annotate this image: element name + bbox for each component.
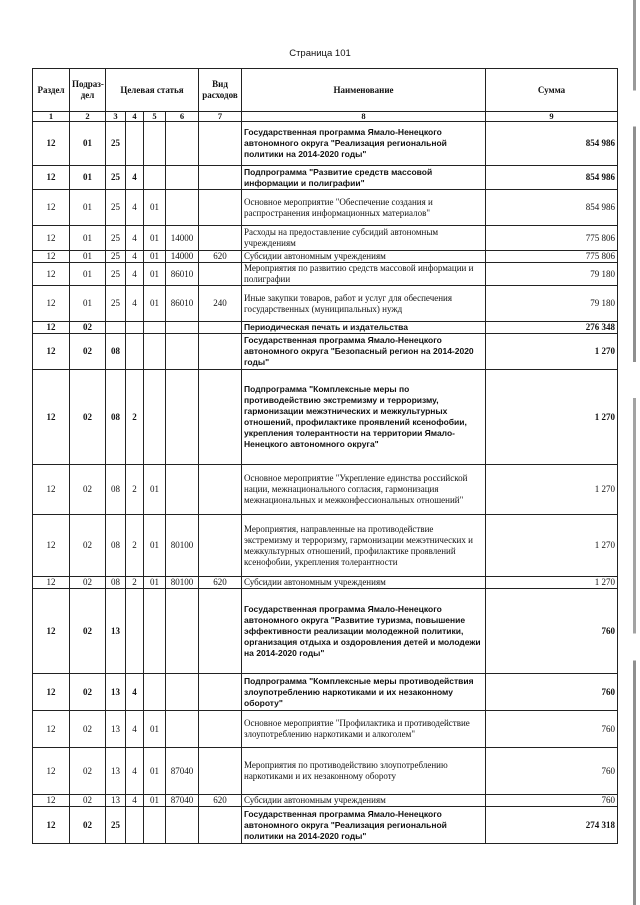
cell-name: Расходы на предоставление субсидий автономным учреждениям	[242, 226, 486, 251]
cell-podrazdel: 02	[70, 334, 106, 370]
cell-subprogram	[126, 122, 144, 166]
cell-event: 01	[144, 577, 166, 589]
cell-sum: 854 986	[486, 166, 618, 190]
cell-subprogram: 4	[126, 711, 144, 748]
cell-razdel: 12	[33, 674, 70, 711]
cell-vid	[199, 322, 242, 334]
cell-podrazdel: 01	[70, 263, 106, 286]
cell-name: Государственная программа Ямало-Ненецкого автономного округа "Реализация региональной политики на 2014-2020 годы"	[242, 122, 486, 166]
header-podrazdel: Подраз-дел	[70, 69, 106, 112]
cell-vid: 620	[199, 251, 242, 263]
cell-program: 08	[106, 334, 126, 370]
cell-event	[144, 807, 166, 844]
cell-name: Мероприятия, направленные на противодействие экстремизму и терроризму, гармонизации межэтнических и межкультурных отношений, профилактике проявлений ксенофобии, укрепления толерантности	[242, 515, 486, 577]
cell-name: Подпрограмма "Комплексные меры противодействия злоупотреблению наркотиками и их незаконному обороту"	[242, 674, 486, 711]
cell-direction	[166, 322, 199, 334]
cell-podrazdel: 02	[70, 795, 106, 807]
cell-vid: 240	[199, 286, 242, 322]
cell-program: 08	[106, 515, 126, 577]
table-row	[33, 122, 618, 166]
cell-vid	[199, 166, 242, 190]
cell-direction	[166, 711, 199, 748]
cell-program: 13	[106, 674, 126, 711]
cell-direction: 86010	[166, 263, 199, 286]
cell-event: 01	[144, 226, 166, 251]
cell-podrazdel: 02	[70, 748, 106, 795]
cell-sum: 1 270	[486, 465, 618, 515]
cell-name: Основное мероприятие "Обеспечение создания и распространения информационных материалов"	[242, 190, 486, 226]
cell-direction: 14000	[166, 226, 199, 251]
cell-name: Субсидии автономным учреждениям	[242, 251, 486, 263]
cell-name: Субсидии автономным учреждениям	[242, 795, 486, 807]
table-row	[33, 322, 618, 334]
cell-podrazdel: 02	[70, 370, 106, 465]
table-row	[33, 190, 618, 226]
col-number: 9	[486, 112, 618, 122]
cell-vid	[199, 589, 242, 674]
table-row	[33, 334, 618, 370]
table-row	[33, 263, 618, 286]
cell-event	[144, 370, 166, 465]
cell-razdel: 12	[33, 286, 70, 322]
cell-subprogram: 2	[126, 370, 144, 465]
cell-event	[144, 334, 166, 370]
col-number: 3	[106, 112, 126, 122]
col-number: 6	[166, 112, 199, 122]
cell-direction	[166, 190, 199, 226]
cell-direction: 80100	[166, 515, 199, 577]
table-row	[33, 748, 618, 795]
cell-podrazdel: 01	[70, 286, 106, 322]
cell-vid	[199, 465, 242, 515]
table-row	[33, 515, 618, 577]
cell-event: 01	[144, 263, 166, 286]
cell-vid	[199, 190, 242, 226]
cell-podrazdel: 02	[70, 711, 106, 748]
cell-name: Мероприятия по противодействию злоупотреблению наркотиками и их незаконному обороту	[242, 748, 486, 795]
cell-sum: 760	[486, 589, 618, 674]
cell-vid	[199, 748, 242, 795]
cell-event: 01	[144, 795, 166, 807]
cell-event: 01	[144, 286, 166, 322]
cell-event	[144, 166, 166, 190]
table-row	[33, 166, 618, 190]
table-row	[33, 795, 618, 807]
cell-podrazdel: 02	[70, 807, 106, 844]
cell-vid	[199, 674, 242, 711]
cell-sum: 854 986	[486, 122, 618, 166]
cell-vid	[199, 334, 242, 370]
cell-sum: 760	[486, 711, 618, 748]
cell-sum: 760	[486, 674, 618, 711]
cell-sum: 79 180	[486, 286, 618, 322]
cell-direction: 87040	[166, 748, 199, 795]
cell-direction	[166, 807, 199, 844]
table-row	[33, 286, 618, 322]
cell-subprogram: 4	[126, 190, 144, 226]
scan-edge-mark	[633, 0, 636, 905]
cell-name: Субсидии автономным учреждениям	[242, 577, 486, 589]
cell-podrazdel: 02	[70, 577, 106, 589]
cell-name: Подпрограмма "Комплексные меры по противодействию экстремизму и терроризму, гармонизации межэтнических и межкультурных отношений, профилактике проявлений ксенофобии, укрепления толерантности на территории Ямало-Ненецкого автономного округа"	[242, 370, 486, 465]
col-number: 5	[144, 112, 166, 122]
cell-direction	[166, 370, 199, 465]
cell-vid: 620	[199, 795, 242, 807]
cell-vid	[199, 263, 242, 286]
cell-razdel: 12	[33, 711, 70, 748]
cell-program: 25	[106, 807, 126, 844]
cell-podrazdel: 02	[70, 674, 106, 711]
cell-razdel: 12	[33, 370, 70, 465]
cell-sum: 1 270	[486, 334, 618, 370]
cell-podrazdel: 02	[70, 465, 106, 515]
cell-subprogram: 4	[126, 251, 144, 263]
cell-name: Государственная программа Ямало-Ненецкого автономного округа "Развитие туризма, повышение эффективности реализации молодежной политики, организация отдыха и оздоровления детей и молодежи на 2014-2020 годы"	[242, 589, 486, 674]
cell-razdel: 12	[33, 515, 70, 577]
table-body	[33, 122, 618, 844]
cell-subprogram: 4	[126, 286, 144, 322]
col-number: 2	[70, 112, 106, 122]
cell-podrazdel: 02	[70, 589, 106, 674]
cell-program: 25	[106, 286, 126, 322]
cell-razdel: 12	[33, 748, 70, 795]
cell-event: 01	[144, 711, 166, 748]
col-number: 7	[199, 112, 242, 122]
col-number: 1	[33, 112, 70, 122]
cell-name: Основное мероприятие "Профилактика и противодействие злоупотреблению наркотиками и алкоголем"	[242, 711, 486, 748]
cell-razdel: 12	[33, 334, 70, 370]
cell-subprogram	[126, 334, 144, 370]
cell-name: Мероприятия по развитию средств массовой информации и полиграфии	[242, 263, 486, 286]
table-row	[33, 226, 618, 251]
cell-podrazdel: 01	[70, 122, 106, 166]
cell-program: 25	[106, 122, 126, 166]
cell-subprogram: 4	[126, 748, 144, 795]
budget-table	[32, 68, 618, 844]
cell-program: 25	[106, 251, 126, 263]
cell-vid	[199, 515, 242, 577]
cell-razdel: 12	[33, 795, 70, 807]
header-razdel: Раздел	[33, 69, 70, 112]
cell-sum: 775 806	[486, 251, 618, 263]
cell-subprogram: 4	[126, 674, 144, 711]
header-row	[33, 69, 618, 112]
cell-event	[144, 589, 166, 674]
cell-razdel: 12	[33, 166, 70, 190]
cell-program: 25	[106, 190, 126, 226]
cell-event	[144, 122, 166, 166]
cell-subprogram: 2	[126, 577, 144, 589]
header-summa: Сумма	[486, 69, 618, 112]
cell-sum: 276 348	[486, 322, 618, 334]
table-row	[33, 465, 618, 515]
cell-name: Государственная программа Ямало-Ненецкого автономного округа "Безопасный регион на 2014-2020 годы"	[242, 334, 486, 370]
cell-podrazdel: 02	[70, 515, 106, 577]
cell-direction	[166, 674, 199, 711]
cell-subprogram: 4	[126, 166, 144, 190]
cell-razdel: 12	[33, 251, 70, 263]
table-row	[33, 251, 618, 263]
col-number: 8	[242, 112, 486, 122]
cell-vid: 620	[199, 577, 242, 589]
cell-podrazdel: 02	[70, 322, 106, 334]
cell-sum: 760	[486, 748, 618, 795]
cell-razdel: 12	[33, 190, 70, 226]
cell-razdel: 12	[33, 589, 70, 674]
cell-direction	[166, 334, 199, 370]
cell-razdel: 12	[33, 577, 70, 589]
cell-subprogram	[126, 807, 144, 844]
table-row	[33, 711, 618, 748]
cell-program: 13	[106, 795, 126, 807]
cell-direction: 14000	[166, 251, 199, 263]
cell-vid	[199, 711, 242, 748]
cell-podrazdel: 01	[70, 166, 106, 190]
cell-razdel: 12	[33, 122, 70, 166]
cell-name: Подпрограмма "Развитие средств массовой информации и полиграфии"	[242, 166, 486, 190]
col-number: 4	[126, 112, 144, 122]
cell-podrazdel: 01	[70, 226, 106, 251]
cell-direction	[166, 465, 199, 515]
cell-vid	[199, 807, 242, 844]
cell-event: 01	[144, 190, 166, 226]
cell-sum: 760	[486, 795, 618, 807]
cell-program: 13	[106, 589, 126, 674]
cell-program: 08	[106, 370, 126, 465]
cell-program	[106, 322, 126, 334]
cell-subprogram: 4	[126, 795, 144, 807]
cell-direction: 86010	[166, 286, 199, 322]
cell-vid	[199, 226, 242, 251]
cell-program: 13	[106, 711, 126, 748]
cell-direction: 87040	[166, 795, 199, 807]
page-label: Страница 101	[289, 48, 351, 59]
cell-event: 01	[144, 748, 166, 795]
cell-subprogram: 2	[126, 515, 144, 577]
cell-subprogram: 4	[126, 226, 144, 251]
table-row	[33, 370, 618, 465]
cell-program: 25	[106, 226, 126, 251]
column-number-row	[33, 112, 618, 122]
cell-podrazdel: 01	[70, 190, 106, 226]
header-celevaya: Целевая статья	[106, 69, 199, 112]
cell-program: 25	[106, 263, 126, 286]
cell-sum: 854 986	[486, 190, 618, 226]
cell-subprogram	[126, 322, 144, 334]
cell-name: Государственная программа Ямало-Ненецкого автономного округа "Реализация региональной политики на 2014-2020 годы"	[242, 807, 486, 844]
cell-event: 01	[144, 251, 166, 263]
cell-sum: 1 270	[486, 370, 618, 465]
table-row	[33, 807, 618, 844]
cell-name: Периодическая печать и издательства	[242, 322, 486, 334]
cell-razdel: 12	[33, 226, 70, 251]
table-row	[33, 589, 618, 674]
cell-direction	[166, 589, 199, 674]
cell-vid	[199, 370, 242, 465]
cell-sum: 274 318	[486, 807, 618, 844]
cell-razdel: 12	[33, 322, 70, 334]
table-row	[33, 674, 618, 711]
cell-event: 01	[144, 465, 166, 515]
cell-subprogram	[126, 589, 144, 674]
cell-program: 08	[106, 465, 126, 515]
cell-name: Иные закупки товаров, работ и услуг для обеспечения государственных (муниципальных) нужд	[242, 286, 486, 322]
cell-podrazdel: 01	[70, 251, 106, 263]
cell-direction	[166, 166, 199, 190]
cell-direction: 80100	[166, 577, 199, 589]
cell-subprogram: 4	[126, 263, 144, 286]
cell-event	[144, 674, 166, 711]
cell-program: 25	[106, 166, 126, 190]
header-vid: Вид расходов	[199, 69, 242, 112]
cell-sum: 1 270	[486, 577, 618, 589]
cell-direction	[166, 122, 199, 166]
cell-razdel: 12	[33, 465, 70, 515]
cell-razdel: 12	[33, 263, 70, 286]
cell-sum: 79 180	[486, 263, 618, 286]
cell-event: 01	[144, 515, 166, 577]
cell-event	[144, 322, 166, 334]
cell-name: Основное мероприятие "Укрепление единства российской нации, межнационального согласия, гармонизация межнациональных и межконфессиональных отношений"	[242, 465, 486, 515]
cell-sum: 1 270	[486, 515, 618, 577]
cell-razdel: 12	[33, 807, 70, 844]
cell-sum: 775 806	[486, 226, 618, 251]
header-naim: Наименование	[242, 69, 486, 112]
cell-program: 13	[106, 748, 126, 795]
cell-vid	[199, 122, 242, 166]
table-row	[33, 577, 618, 589]
cell-program: 08	[106, 577, 126, 589]
cell-subprogram: 2	[126, 465, 144, 515]
